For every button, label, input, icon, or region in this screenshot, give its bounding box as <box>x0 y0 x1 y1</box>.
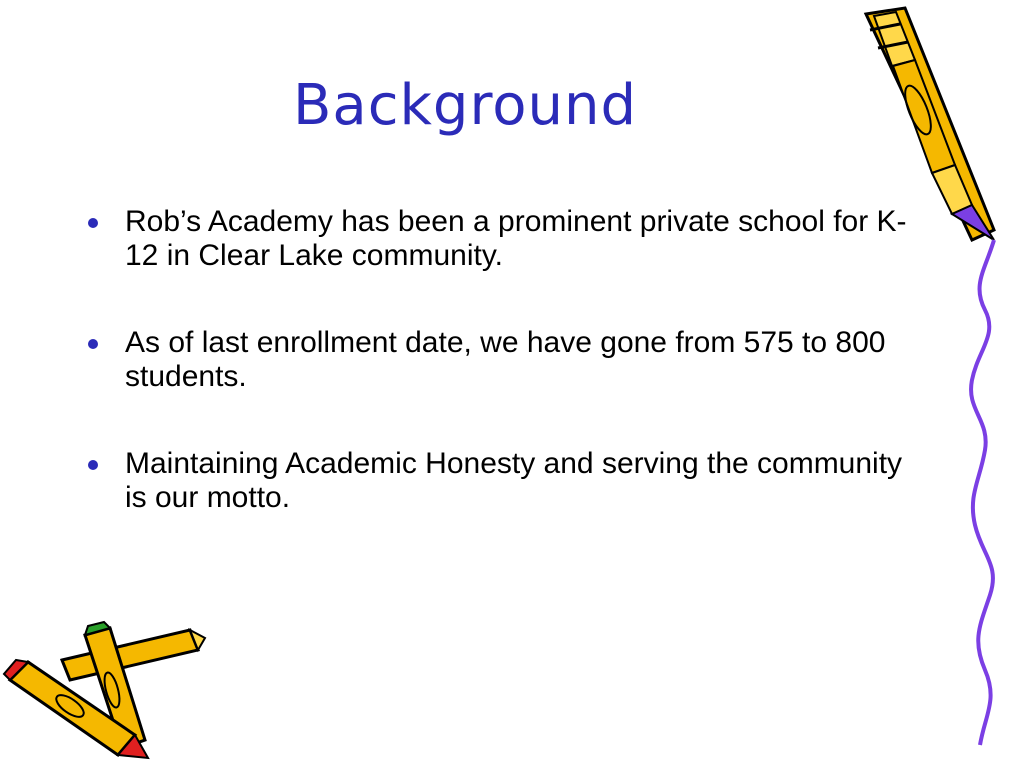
bullet-text: Maintaining Academic Honesty and serving the community is our motto. <box>125 447 903 514</box>
squiggle-line-icon <box>971 240 994 745</box>
slide-title: Background <box>292 73 638 138</box>
pencils-cluster-icon <box>4 622 205 758</box>
bullet-text: As of last enrollment date, we have gone from 575 to 800 students. <box>125 326 886 393</box>
bullet-text: Rob’s Academy has been a prominent private school for K-12 in Clear Lake community. <box>125 205 907 272</box>
pencil-icon <box>866 8 994 240</box>
